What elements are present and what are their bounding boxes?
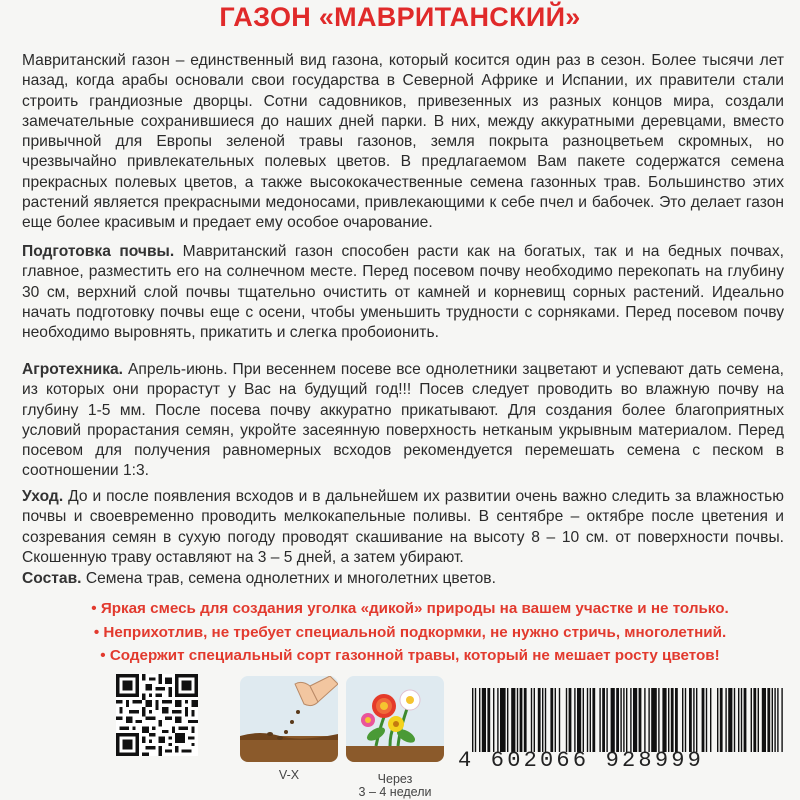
barcode-bar: [738, 688, 739, 752]
barcode-bar: [569, 688, 572, 752]
barcode-bar: [482, 688, 486, 752]
barcode-bar: [706, 688, 707, 752]
barcode-bar: [511, 688, 515, 752]
barcode-bar: [472, 688, 473, 752]
barcode-bar: [689, 688, 692, 752]
barcode-bar: [633, 688, 637, 752]
barcode-bar: [626, 688, 627, 752]
barcode-bar: [777, 688, 778, 752]
composition-section: [22, 569, 784, 589]
care-text: До и после появления всходов и в дальнейшем их развитии очень важно следить за влажностью почвы и своевременно проводить мелкокапельные поливы. В сентябре – октябре после цветения и созревания семян в сухую погоду проводят скашивание на высоту 8 – 10 см. от поверхности почвы. Скошенную траву оставляют на 3 – 5 дней, а затем убирают.: [22, 488, 784, 566]
care-heading: Уход.: [22, 488, 64, 505]
barcode-bar: [762, 688, 766, 752]
barcode-bar: [602, 688, 605, 752]
barcode-bar: [675, 688, 678, 752]
bloom-caption-line-1: Через: [377, 772, 413, 786]
page-title: ГАЗОН «МАВРИТАНСКИЙ»: [219, 2, 581, 32]
barcode-bar: [599, 688, 600, 752]
barcode-bar: [559, 688, 560, 752]
soil-text: Мавританский газон способен расти как на богатых, так и на бедных почвах, главное, разместить его на солнечном месте. Перед посевом почву необходимо перекопать на глубину 30 см, верхний слой почвы тщательно очистить от камней и корневищ сорных растений. Идеально начать подготовку почвы еще с осени, чтобы уменьшить трудности с сорняками. Перед посевом почву необходимо выровнять, прикатить и слегка пробоионить.: [22, 243, 784, 342]
barcode-bar: [587, 688, 588, 752]
barcode-bar: [487, 688, 490, 752]
bloom-caption: [346, 773, 444, 799]
barcode-bar: [630, 688, 631, 752]
barcode-bar: [728, 688, 732, 752]
feature-item: • Неприхотлив, не требует специальной подкормки, не нужно стричь, многолетний.: [93, 623, 727, 641]
agro-text: Апрель-июнь. При весеннем посеве все однолетники зацветают и успевают дать семена, из которых они прорастут у Вас на будущий год!!! Посев следует проводить во влажную почву на глубину 1-5 мм. После посева почву аккуратно прикатывают. Для создания более благоприятных условий прорастания семян, укройте засеянную поверхность нетканым укрывным материалом. Перед посевом для получения равномерных всходов рекомендуется перемешать семена с песком в соотношении 1:3.: [22, 361, 784, 480]
barcode-bar: [639, 688, 642, 752]
barcode-bar: [758, 688, 759, 752]
qr-code[interactable]: [116, 674, 198, 756]
barcode[interactable]: [472, 688, 784, 752]
barcode-bar: [550, 688, 553, 752]
barcode-bar: [611, 688, 615, 752]
sowing-caption: V-X: [278, 768, 300, 782]
barcode-bar: [475, 688, 476, 752]
barcode-bar: [644, 688, 645, 752]
barcode-bar: [590, 688, 591, 752]
barcode-bar: [668, 688, 669, 752]
barcode-bar: [772, 688, 773, 752]
barcode-bar: [658, 688, 659, 752]
barcode-bar: [493, 688, 494, 752]
barcode-bar: [702, 688, 705, 752]
feature-item: • Яркая смесь для создания уголка «дикой» природы на вашем участке и не только.: [91, 600, 729, 617]
barcode-bar: [500, 688, 506, 752]
barcode-bar: [720, 688, 723, 752]
care-section: [22, 487, 784, 568]
soil-section: [22, 242, 784, 343]
barcode-bar: [497, 688, 498, 752]
barcode-bar: [531, 688, 532, 752]
barcode-bar: [616, 688, 619, 752]
barcode-bar: [479, 688, 480, 752]
barcode-bar: [583, 688, 584, 752]
barcode-bar: [662, 688, 666, 752]
feature-item: • Содержит специальный сорт газонной травы, который не мешает росту цветов!: [100, 647, 720, 664]
barcode-bar: [592, 688, 595, 752]
barcode-bar: [623, 688, 624, 752]
intro-paragraph: Мавританский газон – единственный вид газона, который косится один раз в сезон. Более тысячи лет назад, когда арабы основали свои государства в Северной Африке и Испании, их правители стали строить грандиозные дворцы. Сотни садовников, привезенных из разных концов мира, создали замечательные сохранившиеся до наших дней парки. В них, между аккуратными деревцами, вместо привычной для Европы зеленой травы газонов, земля покрыта разноцветьем скромных, но чрезвычайно привлекательных полевых цветов. В предлагаемом Вам пакете содержатся семена прекрасных полевых цветов, а также высококачественные семена газонных трав. Большинство этих растений является прекрасными медоносами, привлекающими к себе пчел и бабочек. Это делает газон еще более красивым и предает ему особое очарование.: [22, 52, 784, 232]
flowers-icon: [346, 676, 444, 762]
barcode-bar: [574, 688, 575, 752]
barcode-bar: [682, 688, 683, 752]
barcode-bar: [566, 688, 567, 752]
barcode-bar: [545, 688, 546, 752]
composition-heading: Состав.: [22, 570, 82, 587]
barcode-bar: [538, 688, 541, 752]
bloom-pictogram: [346, 676, 444, 762]
barcode-number: 4 602066 928999: [458, 748, 705, 773]
barcode-bar: [651, 688, 657, 752]
barcode-bar: [717, 688, 718, 752]
barcode-bar: [507, 688, 508, 752]
barcode-bar: [685, 688, 686, 752]
soil-heading: Подготовка почвы.: [22, 243, 175, 260]
barcode-bar: [606, 688, 607, 752]
barcode-bar: [671, 688, 674, 752]
barcode-bar: [542, 688, 543, 752]
barcode-bar: [741, 688, 742, 752]
barcode-bar: [753, 688, 756, 752]
barcode-bar: [744, 688, 747, 752]
sowing-pictogram: [240, 676, 338, 762]
barcode-bar: [710, 688, 711, 752]
barcode-bar: [725, 688, 726, 752]
barcode-bar: [781, 688, 782, 752]
feature-list: [60, 597, 760, 668]
barcode-bar: [577, 688, 581, 752]
barcode-bar: [648, 688, 649, 752]
barcode-bar: [734, 688, 735, 752]
hand-sowing-icon: [240, 676, 338, 762]
barcode-bar: [620, 688, 621, 752]
barcode-bar: [524, 688, 527, 752]
barcode-bar: [520, 688, 523, 752]
composition-text: Семена трав, семена однолетних и многолетних цветов.: [85, 570, 496, 587]
agro-heading: Агротехника.: [22, 361, 124, 378]
barcode-bar: [767, 688, 770, 752]
barcode-bar: [517, 688, 518, 752]
agro-section: [22, 360, 784, 482]
barcode-bar: [534, 688, 535, 752]
barcode-bar: [751, 688, 752, 752]
bloom-caption-line-2: 3 – 4 недели: [358, 785, 432, 799]
barcode-bar: [693, 688, 694, 752]
barcode-bar: [696, 688, 697, 752]
barcode-bar: [774, 688, 775, 752]
barcode-bar: [555, 688, 556, 752]
